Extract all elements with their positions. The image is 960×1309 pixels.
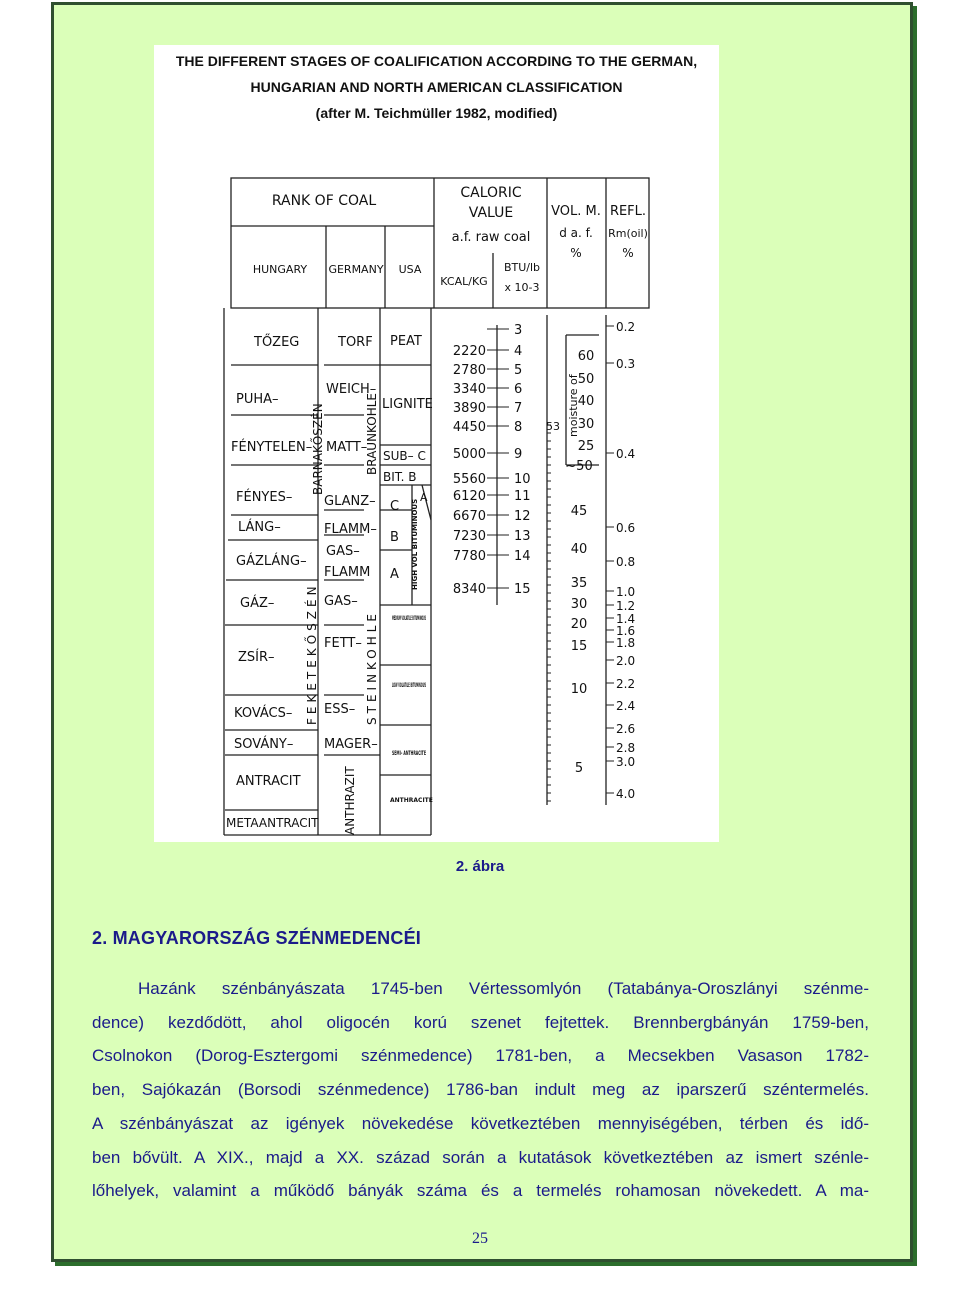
caloric-header-2: VALUE	[468, 205, 514, 221]
usa-header: USA	[398, 263, 422, 276]
refl-value: 2.4	[616, 699, 636, 713]
btu-value: 3	[514, 323, 523, 338]
de-rank: MATT–	[326, 440, 368, 455]
de-rank: MAGER–	[324, 737, 378, 752]
caloric-header-1: CALORIC	[460, 185, 522, 201]
hu-rank: GÁZ–	[240, 596, 275, 611]
hu-rank: FÉNYES–	[236, 490, 293, 505]
hu-group-black: FEKETEKŐSZÉN	[305, 582, 319, 725]
de-rank: WEICH–	[326, 382, 377, 397]
usa-rank: A	[420, 491, 428, 504]
hu-rank: TŐZEG	[254, 335, 300, 350]
de-group-anthracite: ANTHRAZIT	[343, 766, 357, 835]
hu-rank: ZSÍR–	[238, 650, 275, 665]
vol-value: ~50	[565, 459, 593, 474]
de-group-stone: STEINKOHLE	[365, 610, 379, 725]
de-rank: ESS–	[324, 702, 356, 717]
btu-value: 12	[514, 509, 531, 524]
paragraph-line: A szénbányászat az igények növekedése következtében mennyiségében, térben és idő-	[92, 1113, 869, 1133]
refl-value: 1.8	[616, 636, 636, 650]
btu-value: 5	[514, 363, 523, 378]
refl-value: 0.6	[616, 521, 636, 535]
vol-value: 50	[577, 372, 595, 387]
rank-header: RANK OF COAL	[271, 193, 377, 209]
vol-value: 25	[577, 439, 595, 454]
figure-caption: 2. ábra	[455, 858, 505, 875]
kcal-value: 2220	[452, 344, 486, 359]
vol-header-3: %	[570, 246, 582, 260]
refl-value: 2.8	[616, 741, 636, 755]
vol-value: 40	[577, 394, 595, 409]
hu-group-brown: BARNAKŐSZÉN	[311, 403, 325, 495]
vol-value: 35	[570, 576, 588, 591]
btu-header-2: x 10-3	[504, 281, 540, 294]
vol-value: 5	[574, 761, 584, 776]
vol-value: 30	[577, 417, 595, 432]
paragraph-line: ben, Sajókazán (Borsodi szénmedence) 1786-ban indult meg az iparszerű széntermelés.	[92, 1080, 869, 1100]
vol-value: 30	[570, 597, 588, 612]
de-rank: TORF	[338, 335, 373, 350]
paragraph-line: ben bővült. A XIX., majd a XX. század során a kutatások következtében az ismert szénle-	[92, 1147, 869, 1167]
usa-rank: SEMI– ANTHRACITE	[392, 750, 426, 757]
usa-rank: LIGNITE	[382, 397, 433, 412]
usa-rank: A	[390, 567, 399, 582]
kcal-value: 6120	[452, 489, 486, 504]
hu-rank: KOVÁCS–	[234, 706, 293, 721]
de-rank: GAS–	[326, 544, 360, 559]
kcal-value: 7230	[452, 529, 486, 544]
de-rank: FETT–	[324, 636, 362, 651]
kcal-value: 5000	[452, 447, 486, 462]
moisture-label: moisture of	[567, 374, 580, 437]
btu-value: 8	[514, 420, 523, 435]
de-rank: FLAMM	[324, 565, 371, 580]
hu-rank: PUHA–	[236, 392, 279, 407]
caloric-header-3: a.f. raw coal	[451, 230, 531, 245]
refl-header-3: %	[622, 246, 634, 260]
usa-rank: HIGH VOL BITUMINOUS	[411, 498, 419, 590]
btu-value: 10	[514, 472, 531, 487]
figure-title-line-1: THE DIFFERENT STAGES OF COALIFICATION ACCORDING TO THE GERMAN,	[175, 53, 698, 69]
hu-rank: ANTRACIT	[236, 774, 301, 789]
btu-value: 6	[514, 382, 523, 397]
refl-value: 0.3	[616, 357, 636, 371]
refl-value: 0.4	[616, 447, 636, 461]
btu-value: 7	[514, 401, 523, 416]
refl-value: 0.2	[616, 320, 636, 334]
kcal-value: 2780	[452, 363, 486, 378]
btu-value: 9	[514, 447, 523, 462]
usa-rank: ANTHRACITE	[390, 797, 433, 804]
figure-title-line-2: HUNGARIAN AND NORTH AMERICAN CLASSIFICATION	[250, 79, 623, 95]
section-heading: 2. MAGYARORSZÁG SZÉNMEDENCÉI	[92, 928, 421, 948]
kcal-value: 7780	[452, 549, 486, 564]
kcal-value: 5560	[452, 472, 486, 487]
usa-rank: LOW VOLATILE BITUMINOUS	[392, 682, 426, 689]
de-group-brown: BRAUNKOHLE	[365, 392, 379, 475]
refl-header-2: Rm(oil)	[608, 227, 648, 240]
de-rank: GAS–	[324, 594, 358, 609]
refl-value: 4.0	[616, 787, 636, 801]
vol-header-1: VOL. M.	[551, 204, 601, 219]
refl-value: 1.2	[616, 599, 636, 613]
body-paragraph	[92, 972, 869, 1208]
btu-value: 15	[514, 582, 531, 597]
vol-value: 60	[577, 349, 595, 364]
refl-value: 2.6	[616, 722, 636, 736]
figure-title-line-3: (after M. Teichmüller 1982, modified)	[315, 105, 558, 121]
btu-value: 14	[514, 549, 531, 564]
refl-value: 1.6	[616, 624, 636, 638]
usa-rank: SUB– C	[383, 449, 426, 463]
de-rank: GLANZ–	[324, 494, 376, 509]
vol-value: 20	[570, 617, 588, 632]
btu-value: 4	[514, 344, 523, 359]
refl-value: 1.0	[616, 585, 636, 599]
kcal-header: KCAL/KG	[440, 275, 488, 288]
refl-value: 2.2	[616, 677, 636, 691]
kcal-value: 8340	[452, 582, 486, 597]
usa-rank: MEDIUM VOLATILE BITUMINOUS	[392, 615, 426, 622]
page-number: 25	[472, 1230, 488, 1247]
usa-rank: PEAT	[390, 334, 422, 349]
refl-value: 3.0	[616, 755, 636, 769]
refl-value: 1.4	[616, 612, 636, 626]
refl-value: 0.8	[616, 555, 636, 569]
refl-value: 2.0	[616, 654, 636, 668]
vol-value: 10	[570, 682, 588, 697]
hungary-header: HUNGARY	[252, 263, 308, 276]
coalification-table	[154, 45, 719, 842]
paragraph-line: Csolnokon (Dorog-Esztergomi szénmedence) 1781-ben, a Mecsekben Vasason 1782-	[92, 1046, 869, 1066]
vol-value: 15	[570, 639, 588, 654]
vol-value: 40	[570, 542, 588, 557]
refl-header-1: REFL.	[609, 204, 647, 219]
hu-rank: FÉNYTELEN–	[231, 440, 313, 455]
paragraph-line: dence) kezdődött, ahol oligocén korú szenet fejtettek. Brennbergbányán 1759-ben,	[92, 1012, 869, 1032]
kcal-value: 3340	[452, 382, 486, 397]
de-rank: FLAMM–	[324, 522, 377, 537]
kcal-value: 6670	[452, 509, 486, 524]
kcal-value: 4450	[452, 420, 486, 435]
paragraph-line: Hazánk szénbányászata 1745-ben Vértessomlyón (Tatabánya-Oroszlányi szénme-	[138, 979, 869, 998]
usa-rank: BIT. B	[383, 470, 417, 484]
hu-rank: GÁZLÁNG–	[236, 554, 307, 569]
vol-value: 45	[570, 504, 588, 519]
btu-header-1: BTU/lb	[503, 261, 541, 274]
hu-rank: LÁNG–	[238, 520, 281, 535]
vol-side-53: 53	[546, 420, 560, 433]
kcal-value: 3890	[452, 401, 486, 416]
btu-value: 13	[514, 529, 531, 544]
btu-value: 11	[514, 489, 531, 504]
usa-rank: B	[390, 530, 399, 545]
coalification-figure	[154, 45, 719, 842]
vol-header-2: d a. f.	[559, 226, 593, 240]
hu-rank: METAANTRACIT	[226, 816, 319, 830]
germany-header: GERMANY	[328, 263, 384, 276]
paragraph-line: lőhelyek, valamint a működő bányák száma és a termelés rohamosan növekedett. A ma-	[92, 1181, 869, 1201]
hu-rank: SOVÁNY–	[234, 737, 294, 752]
usa-rank: C	[390, 499, 400, 514]
